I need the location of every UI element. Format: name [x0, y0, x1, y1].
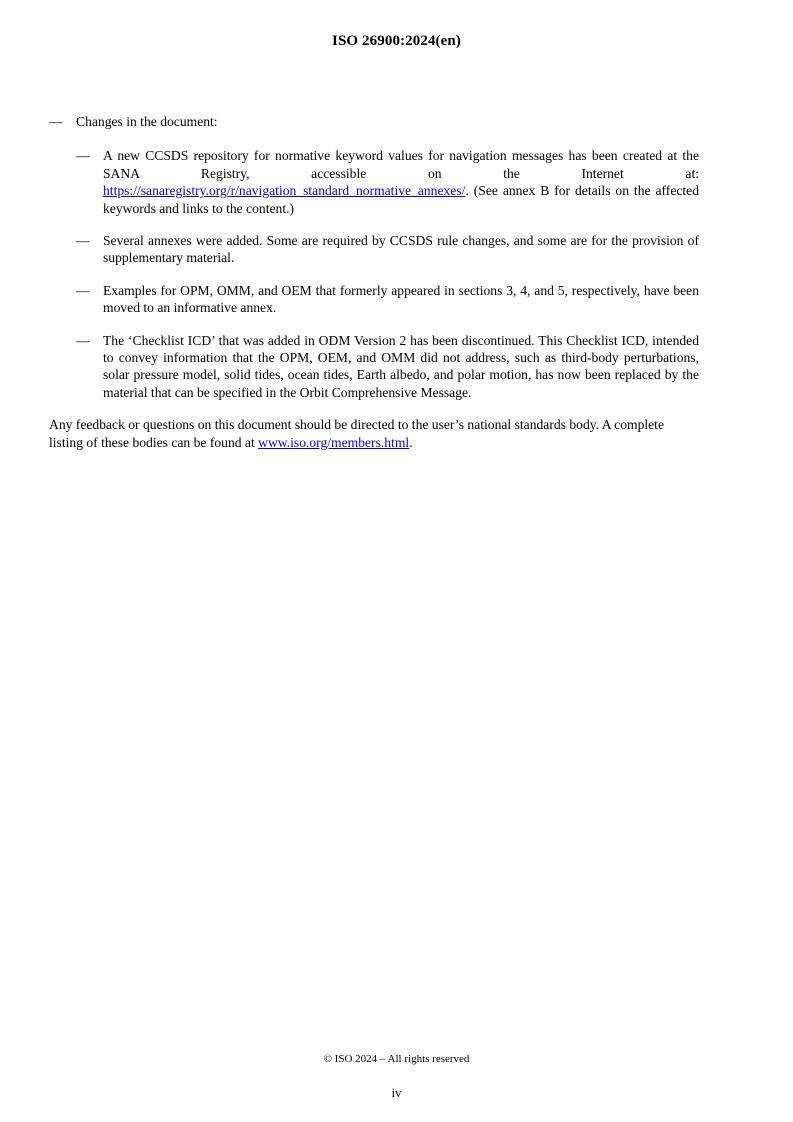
- list-dash: —: [49, 114, 63, 129]
- changes-sublist: [76, 147, 699, 401]
- copyright-text: © ISO 2024 – All rights reserved: [323, 1053, 470, 1065]
- list-item: [76, 282, 699, 317]
- list-item: [76, 147, 699, 217]
- page-number-text: iv: [391, 1085, 402, 1100]
- document-id: ISO 26900:2024(en): [332, 33, 461, 49]
- list-dash: —: [76, 148, 90, 164]
- changes-intro: Changes in the document:: [76, 114, 218, 129]
- list-item-text: The ‘Checklist ICD’ that was added in ODM Version 2 has been discontinued. This Checklist ICD, intended to convey information that the OPM, OEM, and OMM did not address, such as third-body perturbations, solar pressure model, solid tides, ocean tides, Earth albedo, and polar motion, has now been replaced by the material that can be specified in the Orbit Comprehensive Message.: [103, 332, 699, 400]
- list-item-text: Examples for OPM, OMM, and OEM that formerly appeared in sections 3, 4, and 5, respectively, have been moved to an informative annex.: [103, 282, 699, 316]
- feedback-text: Any feedback or questions on this document should be directed to the user’s national standards body. A complete listing of these bodies can be found at: [49, 417, 664, 450]
- list-item: [76, 332, 699, 402]
- list-dash: —: [76, 332, 90, 348]
- iso-members-link[interactable]: www.iso.org/members.html: [258, 434, 410, 450]
- list-item: [76, 232, 699, 267]
- sana-registry-link[interactable]: https://sanaregistry.org/r/navigation_standard_normative_annexes/: [103, 183, 466, 199]
- list-item-text: Several annexes were added. Some are required by CCSDS rule changes, and some are for the provision of supplementary material.: [103, 233, 699, 266]
- list-item-text: . (See annex B for details on the affected keywords and links to the content.): [103, 183, 699, 216]
- feedback-text-end: .: [409, 434, 413, 450]
- changes-list-heading: [49, 113, 699, 130]
- page-number: [0, 1085, 793, 1101]
- list-dash: —: [76, 282, 90, 298]
- feedback-paragraph: [49, 416, 699, 451]
- copyright-footer: [0, 1053, 793, 1065]
- list-dash: —: [76, 233, 90, 249]
- list-item-text: A new CCSDS repository for normative keyword values for navigation messages has been created at the SANA Registry, accessible on the Internet at:: [103, 148, 699, 181]
- document-header: [0, 33, 793, 50]
- document-body: [49, 113, 699, 451]
